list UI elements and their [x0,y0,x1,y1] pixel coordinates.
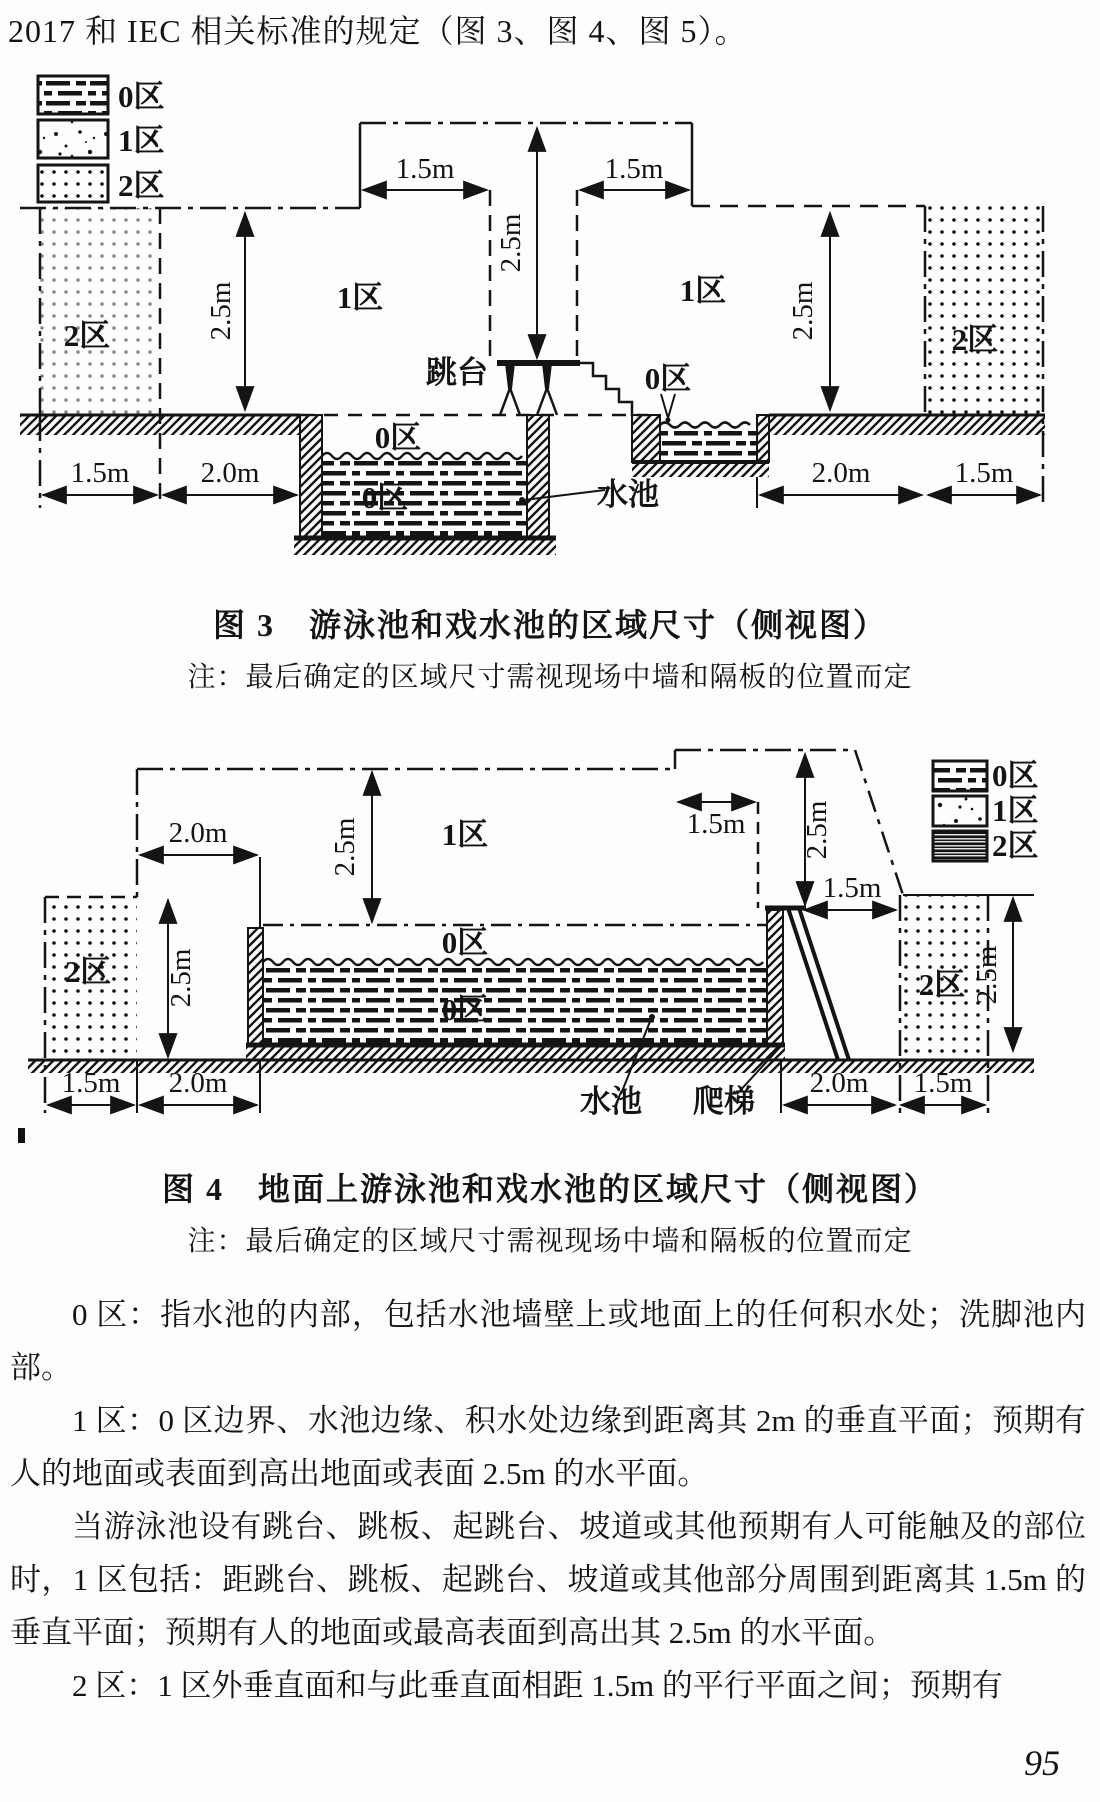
figure4-diagram [0,745,1060,1145]
fig4-zone2-left: 2区 [64,954,112,989]
legend-zone1-swatch [38,120,108,158]
fig3-water-line [322,453,522,459]
figure3-caption: 图 3 游泳池和戏水池的区域尺寸（侧视图） [212,607,887,643]
fig4-water-fill [263,964,767,1045]
fig3-stairs [580,363,632,416]
fig4-dim-height-right: 2.5m [971,945,1003,1005]
legend-zone0-swatch [38,76,108,114]
fig3-dim-top-right: 1.5m [604,153,664,185]
fig3-dim-top-left: 1.5m [395,153,455,185]
fig4-legend [933,758,1039,863]
fig4-zone0-rim: 0区 [441,925,489,960]
fig4-dim-bottom-right2: 1.5m [913,1067,973,1099]
fig3-dim-height-left: 2.5m [205,281,237,341]
fig4-legend-zone0-swatch [933,761,987,791]
fig4-legend-zone0-label: 0区 [992,758,1039,793]
fig3-dim-bottom-left1: 1.5m [70,457,130,489]
fig3-zone2-left: 2区 [63,318,111,353]
paragraph-zone0: 0 区：指水池的内部，包括水池墙壁上或地面上的任何积水处；洗脚池内部。 [10,1297,1086,1385]
figure4-caption: 图 4 地面上游泳池和戏水池的区域尺寸（侧视图） [161,1171,938,1207]
fig3-main-pool [294,415,556,555]
fig4-ladder [788,908,849,1060]
fig3-platform-label: 跳台 [426,355,488,390]
fig3-pool-label: 水池 [597,477,659,512]
fig3-foot-basin [632,415,769,477]
page-number: 95 [1024,1743,1060,1783]
fig4-legend-zone1-swatch [933,796,987,826]
fig4-dim-height-center-left: 2.5m [329,817,361,877]
fig3-zone0-basin: 0区 [644,361,692,396]
fig3-legend [38,76,165,203]
paragraph-zone2: 2 区：1 区外垂直面和与此垂直面相距 1.5m 的平行平面之间；预期有 [72,1668,1003,1703]
fig3-diving-platform [497,363,632,416]
fig3-water-fill [322,459,527,538]
figure4-note: 注：最后确定的区域尺寸需视现场中墙和隔板的位置而定 [187,1226,913,1257]
fig3-dim-height-center: 2.5m [495,213,527,273]
fig4-pool-label: 水池 [580,1084,642,1119]
legend-zone0-label: 0区 [118,79,165,114]
fig3-zone2-right: 2区 [951,322,999,357]
fig4-zone1: 1区 [441,817,489,852]
fig4-dim-bottom-left1: 1.5m [61,1067,121,1099]
fig4-dim-bottom-right1: 2.0m [809,1067,869,1099]
fig4-zone0-water: 0区 [441,992,489,1027]
paragraph-zone1-platform: 当游泳池设有跳台、跳板、起跳台、坡道或其他预期有人可能触及的部位时，1 区包括：距跳台、跳板、起跳台、坡道或其他部分周围到距离其 1.5m 的垂直平面；预期有人的地面或最高表面到高出其 2.5m 的水平面。 [10,1509,1086,1650]
fig4-dim-bottom-left2: 2.0m [168,1067,228,1099]
legend-zone2-swatch [38,165,108,202]
fig3-zone0-water: 0区 [361,480,409,515]
scan-artifact [18,1128,25,1143]
fig4-dim-lower-right: 1.5m [822,872,882,904]
fig4-ladder-label: 爬梯 [693,1084,755,1119]
fig3-dim-height-right: 2.5m [787,281,819,341]
fig4-dim-upper-right: 1.5m [686,808,746,840]
figure3-diagram [0,58,1060,558]
fig3-dim-bottom-right2: 1.5m [954,457,1014,489]
figure3-note: 注：最后确定的区域尺寸需视现场中墙和隔板的位置而定 [187,662,913,693]
fig3-zone1-right: 1区 [679,273,727,308]
fig3-zone0-rim: 0区 [374,420,422,455]
fig4-dim-height-center-right: 2.5m [801,800,833,860]
paragraph-zone1: 1 区：0 区边界、水池边缘、积水处边缘到距离其 2m 的垂直平面；预期有人的地面或表面到高出地面或表面 2.5m 的水平面。 [10,1403,1086,1491]
fig4-pool [246,908,806,1059]
fig4-dim-height-left: 2.5m [165,948,197,1008]
fig3-zone-fills [40,206,1043,415]
body-text [10,1288,1086,1712]
fig3-dim-bottom-right1: 2.0m [811,457,871,489]
fig4-legend-zone1-label: 1区 [992,793,1039,828]
legend-zone2-label: 2区 [118,168,165,203]
fig4-zone2-right: 2区 [918,967,966,1002]
fig3-zone1-left: 1区 [336,280,384,315]
fig4-legend-zone2-label: 2区 [992,828,1039,863]
intro-paragraph: 2017 和 IEC 相关标准的规定（图 3、图 4、图 5）。 [8,13,748,49]
legend-zone1-label: 1区 [118,123,165,158]
fig3-dim-bottom-left2: 2.0m [200,457,260,489]
fig4-dim-top: 2.0m [168,817,228,849]
fig4-legend-zone2-swatch [933,831,987,861]
